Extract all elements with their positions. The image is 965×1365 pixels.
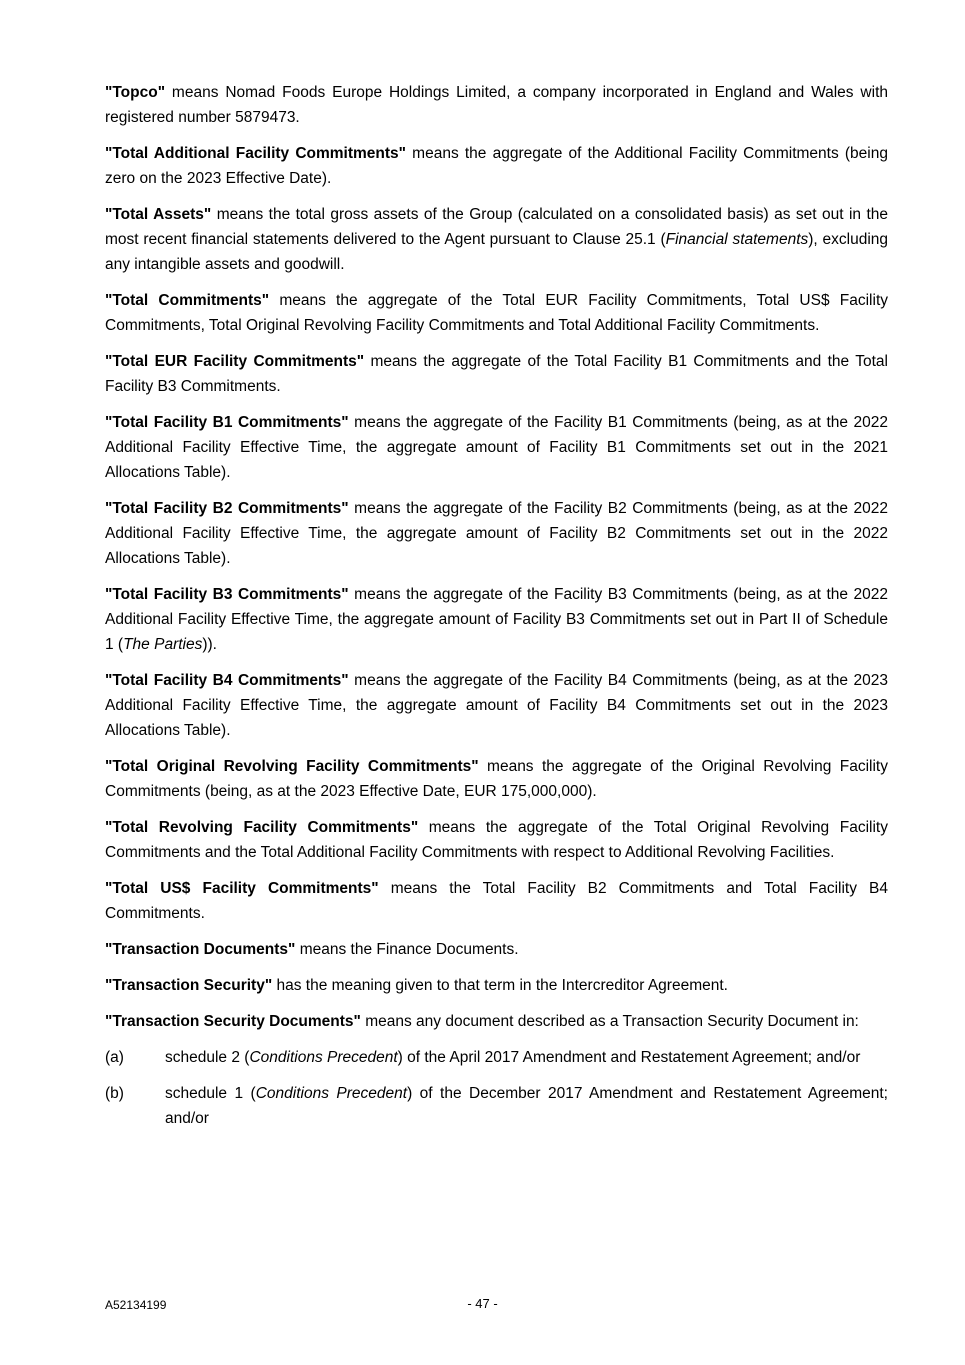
defined-term: "Total Facility B4 Commitments" xyxy=(105,672,349,689)
document-reference: A52134199 xyxy=(105,1298,167,1312)
list-item-a xyxy=(105,1045,888,1070)
defined-term: "Transaction Security Documents" xyxy=(105,1013,361,1030)
body-text: means the aggregate of the Facility B3 Commitments (being, as at the 2022 Additional Facility Effective Time, the aggregate amount of Facility B3 Commitments set out in Part II of Schedule 1 ( xyxy=(105,586,889,653)
body-text: means the aggregate of the Facility B2 Commitments (being, as at the 2022 Additional Facility Effective Time, the aggregate amount of Facility B2 Commitments set out in the 2022 Allocations Table). xyxy=(105,500,889,567)
defined-term: "Total Assets" xyxy=(105,206,212,223)
defined-term: "Transaction Security" xyxy=(105,977,273,994)
body-text: means the aggregate of the Total Facility B1 Commitments and the Total Facility B3 Commitments. xyxy=(105,353,888,395)
defined-term: "Total Commitments" xyxy=(105,292,270,309)
defined-term: "Total Revolving Facility Commitments" xyxy=(105,819,419,836)
definition-paragraph-topco xyxy=(105,80,888,130)
list-item-b xyxy=(105,1081,888,1131)
body-text: schedule 2 ( xyxy=(165,1049,250,1066)
definition-paragraph-total-facility-b3-commitments xyxy=(105,582,888,657)
definition-paragraph-total-eur-facility-commitments xyxy=(105,349,888,399)
body-text: means any document described as a Transaction Security Document in: xyxy=(360,1013,859,1030)
page-footer xyxy=(0,1296,965,1316)
body-text: means the aggregate of the Total Original Revolving Facility Commitments and the Total Additional Facility Commitments with respect to Additional Revolving Facilities. xyxy=(105,819,888,861)
body-text: )). xyxy=(202,636,217,653)
body-text: means the aggregate of the Facility B4 Commitments (being, as at the 2023 Additional Facility Effective Time, the aggregate amount of Facility B4 Commitments set out in the 2023 Allocations Table). xyxy=(105,672,889,739)
body-text: means the Total Facility B2 Commitments and Total Facility B4 Commitments. xyxy=(105,880,888,922)
italic-cross-reference: Conditions Precedent xyxy=(255,1085,408,1102)
defined-term: "Total US$ Facility Commitments" xyxy=(105,880,379,897)
body-text: means the Finance Documents. xyxy=(295,941,519,958)
body-text: ) of the December 2017 Amendment and Restatement Agreement; and/or xyxy=(165,1085,888,1127)
italic-cross-reference: The Parties xyxy=(123,636,203,653)
defined-term: "Topco" xyxy=(105,84,166,101)
definition-paragraph-total-usd-facility-commitments xyxy=(105,876,888,926)
definition-paragraph-transaction-security xyxy=(105,973,888,998)
definition-paragraph-total-revolving-facility-commitments xyxy=(105,815,888,865)
list-item-label: (a) xyxy=(105,1049,124,1066)
defined-term: "Transaction Documents" xyxy=(105,941,296,958)
definition-paragraph-transaction-documents xyxy=(105,937,888,962)
definition-paragraph-total-assets xyxy=(105,202,888,277)
list-item-text xyxy=(165,1081,888,1131)
body-text: schedule 1 ( xyxy=(165,1085,256,1102)
page-number: - 47 - xyxy=(467,1296,498,1311)
italic-cross-reference: Financial statements xyxy=(665,231,809,248)
definition-paragraph-total-additional-facility-commitments xyxy=(105,141,888,191)
body-text: means the total gross assets of the Group (calculated on a consolidated basis) as set out in the most recent financial statements delivered to the Agent pursuant to Clause 25.1 ( xyxy=(105,206,888,248)
body-text: ), excluding any intangible assets and goodwill. xyxy=(105,231,889,273)
definition-paragraph-total-facility-b2-commitments xyxy=(105,496,888,571)
defined-term: "Total EUR Facility Commitments" xyxy=(105,353,365,370)
italic-cross-reference: Conditions Precedent xyxy=(249,1049,398,1066)
body-text: means the aggregate of the Original Revolving Facility Commitments (being, as at the 2023 Effective Date, EUR 175,000,000). xyxy=(105,758,888,800)
list-item-text xyxy=(165,1045,888,1070)
definition-paragraph-total-original-revolving-facility-commitments xyxy=(105,754,888,804)
defined-term: "Total Additional Facility Commitments" xyxy=(105,145,407,162)
definition-paragraph-total-facility-b1-commitments xyxy=(105,410,888,485)
body-text: means the aggregate of the Total EUR Facility Commitments, Total US$ Facility Commitments, Total Original Revolving Facility Commitments and Total Additional Facility Commitments. xyxy=(105,292,888,334)
body-text: means the aggregate of the Facility B1 Commitments (being, as at the 2022 Additional Facility Effective Time, the aggregate amount of Facility B1 Commitments set out in the 2021 Allocations Table). xyxy=(105,414,889,481)
list-item-label: (b) xyxy=(105,1085,124,1102)
body-text: means Nomad Foods Europe Holdings Limited, a company incorporated in England and Wales with registered number 5879473. xyxy=(105,84,888,126)
defined-term: "Total Facility B2 Commitments" xyxy=(105,500,349,517)
body-text: has the meaning given to that term in the Intercreditor Agreement. xyxy=(272,977,728,994)
defined-term: "Total Facility B1 Commitments" xyxy=(105,414,349,431)
defined-term: "Total Original Revolving Facility Commitments" xyxy=(105,758,479,775)
definition-paragraph-total-facility-b4-commitments xyxy=(105,668,888,743)
body-text: means the aggregate of the Additional Facility Commitments (being zero on the 2023 Effective Date). xyxy=(105,145,888,187)
definition-paragraph-total-commitments xyxy=(105,288,888,338)
defined-term: "Total Facility B3 Commitments" xyxy=(105,586,349,603)
definition-paragraph-transaction-security-documents xyxy=(105,1009,888,1034)
body-text: ) of the April 2017 Amendment and Restatement Agreement; and/or xyxy=(397,1049,861,1066)
